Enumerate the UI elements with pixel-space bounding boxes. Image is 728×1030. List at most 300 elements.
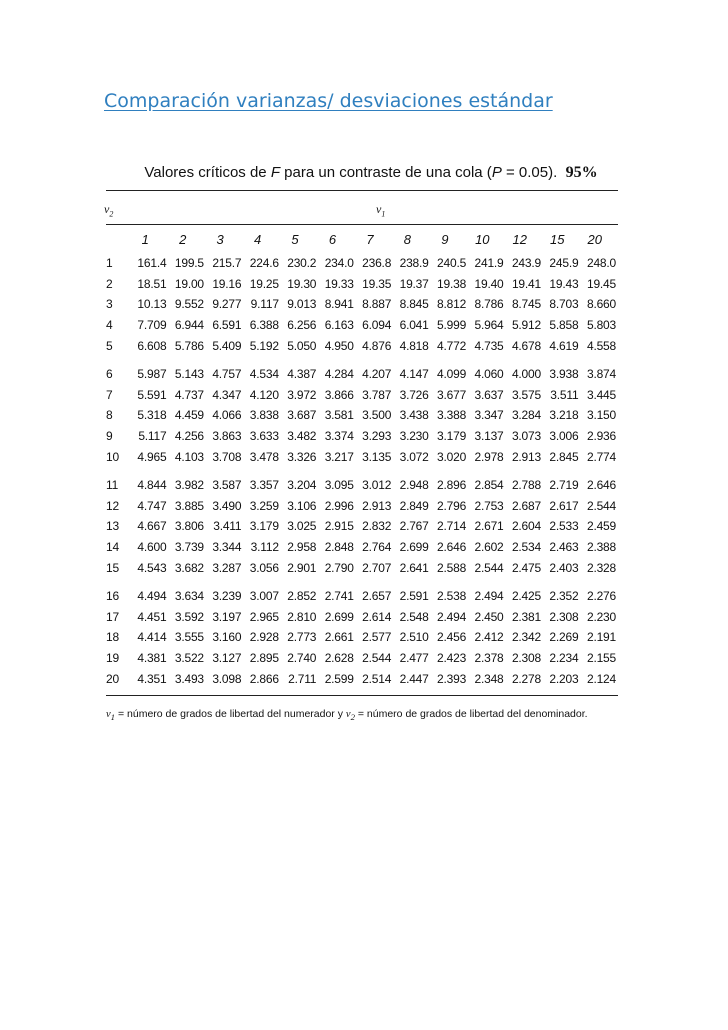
table-cell: 3.230 — [399, 429, 429, 444]
table-cell: 236.8 — [362, 256, 392, 271]
table-cell: 2.948 — [399, 478, 429, 493]
confidence-label: 95% — [565, 164, 598, 181]
table-cell: 4.387 — [287, 367, 317, 382]
table-cell: 4.534 — [249, 367, 279, 382]
table-cell: 8.703 — [549, 297, 579, 312]
v1-label: $\nu_1$ — [376, 202, 386, 219]
table-row — [106, 578, 618, 607]
table-cell: 19.30 — [287, 276, 317, 291]
table-cell: 2.352 — [549, 589, 579, 604]
table-cell: 4.844 — [137, 478, 167, 493]
table-row — [106, 426, 618, 447]
table-cell: 3.137 — [474, 429, 504, 444]
table-cell: 4.619 — [549, 338, 579, 353]
table-cell: 243.9 — [511, 256, 541, 271]
table-cell: 3.938 — [549, 367, 579, 382]
column-header-row — [106, 225, 618, 253]
table-cell: 2.657 — [362, 589, 392, 604]
table-cell: 2.646 — [437, 540, 467, 555]
table-cell: 6.256 — [287, 318, 317, 333]
table-cell: 7.709 — [137, 318, 167, 333]
table-cell: 4.414 — [137, 630, 167, 645]
row-header-df: 3 — [106, 297, 113, 312]
row-header-df: 20 — [106, 671, 119, 686]
table-cell: 2.230 — [586, 609, 616, 624]
caption-f-variable: F — [270, 164, 280, 181]
table-cell: 3.204 — [287, 478, 317, 493]
table-cell: 3.095 — [324, 478, 354, 493]
table-cell: 3.357 — [249, 478, 279, 493]
column-header: 15 — [549, 231, 565, 247]
table-cell: 2.832 — [362, 519, 392, 534]
table-cell: 6.094 — [362, 318, 392, 333]
table-cell: 5.803 — [586, 318, 616, 333]
table-cell: 3.787 — [362, 387, 392, 402]
table-cell: 3.445 — [586, 387, 616, 402]
table-cell: 19.35 — [362, 276, 392, 291]
row-header-df: 9 — [106, 429, 113, 444]
table-cell: 19.37 — [399, 276, 429, 291]
table-cell: 3.511 — [550, 387, 579, 402]
table-cell: 2.534 — [511, 540, 541, 555]
table-cell: 2.124 — [586, 671, 616, 686]
row-header-df: 13 — [106, 519, 119, 534]
table-cell: 19.41 — [511, 276, 541, 291]
table-cell: 199.5 — [174, 256, 204, 271]
table-cell: 19.00 — [174, 276, 204, 291]
table-cell: 4.543 — [137, 560, 167, 575]
table-cell: 3.112 — [250, 540, 279, 555]
table-cell: 161.4 — [137, 256, 167, 271]
table-cell: 6.388 — [249, 318, 279, 333]
table-cell: 3.677 — [437, 387, 467, 402]
table-cell: 8.845 — [399, 297, 429, 312]
table-cell: 4.284 — [324, 367, 354, 382]
table-cell: 3.106 — [287, 498, 317, 513]
table-cell: 3.179 — [437, 429, 467, 444]
table-row — [106, 537, 618, 558]
table-cell: 2.895 — [249, 650, 279, 665]
table-cell: 3.287 — [212, 560, 242, 575]
table-cell: 2.628 — [324, 650, 354, 665]
table-cell: 3.006 — [549, 429, 579, 444]
row-header-df: 11 — [106, 478, 119, 493]
table-cell: 3.326 — [287, 449, 317, 464]
table-cell: 2.790 — [324, 560, 354, 575]
table-cell: 2.849 — [399, 498, 429, 513]
table-cell: 3.682 — [174, 560, 204, 575]
table-cell: 4.950 — [324, 338, 354, 353]
table-cell: 3.478 — [249, 449, 279, 464]
table-cell: 2.378 — [474, 650, 504, 665]
table-cell: 2.510 — [399, 630, 429, 645]
table-row — [106, 648, 618, 669]
table-cell: 2.965 — [249, 609, 279, 624]
table-cell: 6.163 — [324, 318, 354, 333]
table-cell: 3.581 — [324, 408, 354, 423]
table-cell: 4.965 — [137, 449, 167, 464]
table-cell: 3.739 — [174, 540, 204, 555]
column-header: 1 — [141, 231, 149, 247]
table-cell: 3.150 — [586, 408, 616, 423]
table-cell: 4.459 — [174, 408, 204, 423]
table-cell: 2.308 — [549, 609, 579, 624]
table-cell: 3.218 — [549, 408, 579, 423]
table-row — [106, 446, 618, 467]
table-cell: 4.000 — [511, 367, 541, 382]
table-cell: 4.381 — [137, 650, 167, 665]
table-cell: 248.0 — [586, 256, 616, 271]
table-row — [106, 557, 618, 578]
table-cell: 3.490 — [212, 498, 242, 513]
table-cell: 2.591 — [399, 589, 429, 604]
column-header: 3 — [216, 231, 224, 247]
table-cell: 2.641 — [399, 560, 429, 575]
table-cell: 3.522 — [174, 650, 204, 665]
table-cell: 2.740 — [287, 650, 317, 665]
table-cell: 3.025 — [287, 519, 317, 534]
table-cell: 5.192 — [249, 338, 279, 353]
table-cell: 3.500 — [362, 408, 392, 423]
column-header: 2 — [179, 231, 187, 247]
table-cell: 8.745 — [511, 297, 541, 312]
table-cell: 4.103 — [174, 449, 204, 464]
table-cell: 234.0 — [324, 256, 354, 271]
table-cell: 19.16 — [212, 276, 242, 291]
row-header-df: 4 — [106, 318, 113, 333]
table-cell: 9.013 — [287, 297, 317, 312]
table-cell: 3.020 — [437, 449, 467, 464]
table-cell: 2.459 — [586, 519, 616, 534]
table-cell: 3.637 — [474, 387, 504, 402]
table-cell: 2.203 — [549, 671, 579, 686]
row-header-spacer — [106, 225, 131, 253]
table-cell: 2.810 — [287, 609, 317, 624]
table-cell: 2.661 — [324, 630, 354, 645]
table-cell: 2.269 — [549, 630, 579, 645]
column-header: 9 — [441, 231, 449, 247]
table-cell: 2.276 — [586, 589, 616, 604]
table-cell: 5.318 — [137, 408, 167, 423]
f-critical-values-table — [106, 158, 618, 722]
table-cell: 2.475 — [511, 560, 541, 575]
table-cell: 5.409 — [212, 338, 242, 353]
table-row — [106, 496, 618, 517]
table-cell: 3.259 — [249, 498, 279, 513]
table-row — [106, 294, 618, 315]
row-header-df: 12 — [106, 498, 119, 513]
table-cell: 2.544 — [362, 650, 392, 665]
table-cell: 6.944 — [174, 318, 204, 333]
bottom-rule — [106, 695, 618, 696]
table-cell: 4.351 — [137, 671, 167, 686]
table-cell: 230.2 — [287, 256, 317, 271]
table-cell: 8.660 — [586, 297, 616, 312]
table-cell: 3.493 — [174, 671, 204, 686]
table-cell: 2.155 — [586, 650, 616, 665]
table-cell: 2.915 — [324, 519, 354, 534]
row-header-df: 10 — [106, 449, 119, 464]
row-header-df: 7 — [106, 387, 113, 402]
table-cell: 2.538 — [437, 589, 467, 604]
row-header-df: 14 — [106, 540, 119, 555]
table-cell: 2.548 — [399, 609, 429, 624]
table-cell: 2.544 — [474, 560, 504, 575]
table-cell: 4.099 — [437, 367, 467, 382]
table-cell: 2.533 — [549, 519, 579, 534]
table-cell: 9.552 — [174, 297, 204, 312]
table-cell: 19.38 — [437, 276, 467, 291]
table-cell: 2.936 — [586, 429, 616, 444]
table-cell: 4.757 — [212, 367, 242, 382]
table-cell: 5.050 — [287, 338, 317, 353]
table-cell: 2.753 — [474, 498, 504, 513]
table-cell: 3.972 — [287, 387, 317, 402]
table-cell: 2.342 — [511, 630, 541, 645]
table-cell: 245.9 — [549, 256, 579, 271]
row-header-df: 1 — [106, 256, 113, 271]
table-cell: 2.996 — [324, 498, 354, 513]
table-cell: 2.328 — [586, 560, 616, 575]
table-cell: 2.711 — [288, 671, 317, 686]
table-cell: 238.9 — [399, 256, 429, 271]
table-cell: 4.147 — [399, 367, 429, 382]
footnote-text-a: = número de grados de libertad del numerador y — [115, 707, 346, 720]
table-cell: 3.575 — [511, 387, 541, 402]
table-cell: 4.066 — [212, 408, 242, 423]
table-cell: 2.477 — [399, 650, 429, 665]
table-cell: 4.207 — [362, 367, 392, 382]
table-cell: 8.812 — [437, 297, 467, 312]
column-header: 4 — [253, 231, 262, 247]
table-cell: 3.284 — [511, 408, 541, 423]
table-cell: 4.735 — [474, 338, 504, 353]
table-cell: 2.958 — [287, 540, 317, 555]
table-cell: 215.7 — [212, 256, 242, 271]
table-cell: 2.278 — [511, 671, 541, 686]
table-cell: 3.411 — [213, 519, 242, 534]
table-body — [106, 253, 618, 689]
table-cell: 2.699 — [324, 609, 354, 624]
table-cell: 2.699 — [399, 540, 429, 555]
table-cell: 2.447 — [399, 671, 429, 686]
table-cell: 2.494 — [474, 589, 504, 604]
table-cell: 2.913 — [511, 449, 541, 464]
column-header: 6 — [328, 231, 337, 247]
table-cell: 3.239 — [212, 589, 242, 604]
footnote-v1: $\nu_1$ — [106, 708, 116, 722]
table-cell: 5.591 — [137, 387, 167, 402]
column-header: 12 — [512, 231, 527, 247]
table-cell: 240.5 — [437, 256, 467, 271]
table-cell: 4.747 — [137, 498, 167, 513]
table-cell: 2.714 — [437, 519, 467, 534]
table-cell: 3.982 — [174, 478, 204, 493]
table-cell: 2.577 — [362, 630, 392, 645]
row-header-df: 6 — [106, 367, 113, 382]
row-header-df: 17 — [106, 609, 119, 624]
table-cell: 4.876 — [362, 338, 392, 353]
table-cell: 8.786 — [474, 297, 504, 312]
table-row — [106, 668, 618, 689]
table-cell: 2.388 — [586, 540, 616, 555]
degrees-of-freedom-labels — [106, 191, 618, 224]
table-cell: 2.494 — [437, 609, 467, 624]
table-cell: 2.854 — [474, 478, 504, 493]
table-row — [106, 516, 618, 537]
table-cell: 4.347 — [212, 387, 242, 402]
table-row — [106, 274, 618, 295]
table-row — [106, 253, 618, 274]
table-cell: 3.073 — [511, 429, 541, 444]
row-header-df: 15 — [106, 560, 119, 575]
table-cell: 2.463 — [549, 540, 579, 555]
page-heading: Comparación varianzas/ desviaciones estándar — [104, 90, 553, 112]
table-cell: 2.646 — [586, 478, 616, 493]
row-header-df: 16 — [106, 589, 119, 604]
table-cell: 2.852 — [287, 589, 317, 604]
table-cell: 19.45 — [586, 276, 616, 291]
table-cell: 5.964 — [474, 318, 504, 333]
table-cell: 4.600 — [137, 540, 167, 555]
table-cell: 19.25 — [249, 276, 279, 291]
v2-label: $\nu_2$ — [104, 202, 114, 219]
table-cell: 19.40 — [474, 276, 504, 291]
table-cell: 4.667 — [137, 519, 167, 534]
values-grid — [106, 225, 618, 689]
table-cell: 4.678 — [511, 338, 541, 353]
table-cell: 3.863 — [212, 429, 242, 444]
table-cell: 3.098 — [212, 671, 242, 686]
table-cell: 2.901 — [287, 560, 317, 575]
table-cell: 4.737 — [174, 387, 204, 402]
table-cell: 9.277 — [212, 297, 242, 312]
table-cell: 2.848 — [324, 540, 354, 555]
table-cell: 224.6 — [249, 256, 279, 271]
table-cell: 2.412 — [474, 630, 504, 645]
table-cell: 2.423 — [437, 650, 467, 665]
table-cell: 6.041 — [399, 318, 429, 333]
table-cell: 3.555 — [174, 630, 204, 645]
row-header-df: 2 — [106, 276, 113, 291]
table-cell: 3.160 — [212, 630, 242, 645]
table-cell: 3.072 — [399, 449, 429, 464]
table-cell: 4.120 — [249, 387, 279, 402]
table-cell: 2.773 — [287, 630, 317, 645]
table-row — [106, 385, 618, 406]
table-cell: 19.33 — [324, 276, 354, 291]
table-row — [106, 315, 618, 336]
caption-p-variable: P — [491, 164, 502, 181]
table-cell: 2.602 — [474, 540, 504, 555]
row-header-df: 5 — [106, 338, 113, 353]
table-row — [106, 405, 618, 426]
table-cell: 3.634 — [174, 589, 204, 604]
table-cell: 3.217 — [324, 449, 354, 464]
table-cell: 5.143 — [174, 367, 204, 382]
table-cell: 3.838 — [249, 408, 279, 423]
table-cell: 4.772 — [437, 338, 467, 353]
table-cell: 2.741 — [324, 589, 354, 604]
row-header-df: 8 — [106, 408, 113, 423]
table-cell: 3.135 — [362, 449, 392, 464]
column-header: 10 — [475, 231, 490, 247]
table-cell: 3.007 — [249, 589, 279, 604]
table-cell: 3.806 — [174, 519, 204, 534]
table-cell: 2.456 — [437, 630, 467, 645]
table-cell: 2.707 — [362, 560, 392, 575]
table-cell: 3.866 — [324, 387, 354, 402]
table-cell: 8.887 — [362, 297, 392, 312]
column-header: 5 — [291, 231, 299, 247]
table-cell: 3.438 — [399, 408, 429, 423]
table-cell: 2.845 — [549, 449, 579, 464]
table-cell: 4.060 — [474, 367, 504, 382]
table-cell: 4.256 — [174, 429, 204, 444]
table-cell: 3.012 — [362, 478, 392, 493]
footnote-v2: $\nu_2$ — [345, 708, 355, 722]
table-cell: 2.308 — [511, 650, 541, 665]
table-cell: 3.197 — [212, 609, 242, 624]
table-cell: 2.393 — [437, 671, 467, 686]
table-cell: 3.344 — [212, 540, 242, 555]
table-cell: 19.43 — [549, 276, 579, 291]
column-header: 7 — [366, 231, 374, 247]
table-cell: 2.425 — [511, 589, 541, 604]
table-cell: 2.767 — [399, 519, 429, 534]
table-caption — [124, 158, 618, 190]
table-cell: 241.9 — [474, 256, 504, 271]
table-cell: 4.818 — [399, 338, 429, 353]
table-cell: 2.599 — [324, 671, 354, 686]
table-cell: 10.13 — [137, 297, 167, 312]
table-cell: 3.293 — [362, 429, 392, 444]
table-cell: 2.604 — [511, 519, 541, 534]
caption-suffix: = 0.05). — [501, 164, 558, 181]
table-cell: 3.347 — [474, 408, 504, 423]
table-row — [106, 607, 618, 628]
table-cell: 2.687 — [511, 498, 541, 513]
table-cell: 5.912 — [511, 318, 541, 333]
table-cell: 2.403 — [549, 560, 579, 575]
table-cell: 6.608 — [137, 338, 167, 353]
column-header: 8 — [403, 231, 412, 247]
table-cell: 3.587 — [212, 478, 242, 493]
table-cell: 5.117 — [138, 429, 167, 444]
table-cell: 2.514 — [362, 671, 392, 686]
column-header: 20 — [587, 231, 602, 247]
table-cell: 2.896 — [437, 478, 467, 493]
table-footnote — [106, 708, 618, 722]
table-cell: 3.885 — [174, 498, 204, 513]
table-cell: 2.913 — [362, 498, 392, 513]
table-cell: 2.348 — [474, 671, 504, 686]
table-cell: 2.796 — [437, 498, 467, 513]
table-cell: 2.544 — [586, 498, 616, 513]
table-row — [106, 356, 618, 385]
table-cell: 2.450 — [474, 609, 504, 624]
caption-prefix: Valores críticos de — [144, 164, 271, 181]
table-cell: 6.591 — [212, 318, 242, 333]
table-cell: 3.726 — [399, 387, 429, 402]
table-cell: 8.941 — [324, 297, 354, 312]
table-cell: 3.687 — [287, 408, 317, 423]
table-cell: 9.117 — [250, 297, 279, 312]
table-cell: 5.987 — [137, 367, 167, 382]
table-cell: 2.866 — [249, 671, 279, 686]
table-cell: 3.056 — [249, 560, 279, 575]
table-cell: 4.451 — [137, 609, 167, 624]
